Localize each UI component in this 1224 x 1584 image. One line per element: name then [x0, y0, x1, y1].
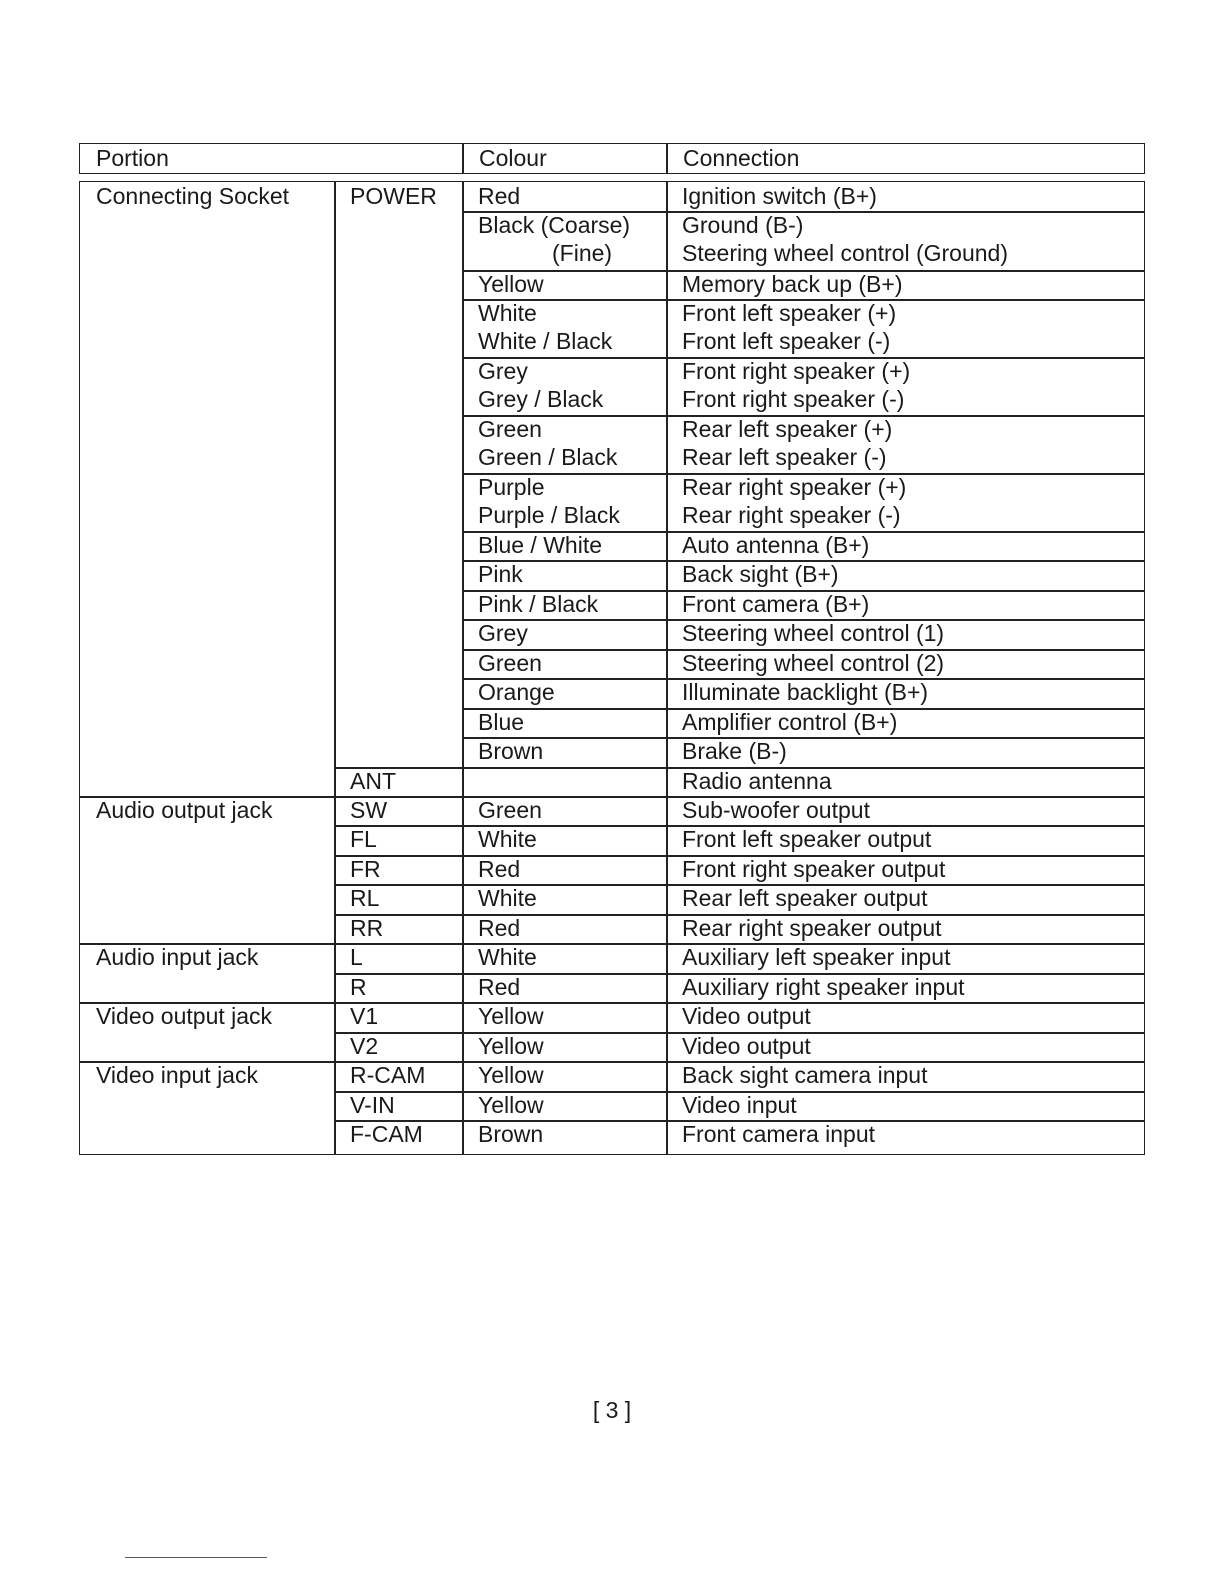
colour-cell: Green / Black: [478, 444, 618, 470]
colour-cell: White: [478, 885, 537, 911]
connection-cell: Ground (B-): [682, 212, 804, 238]
colour-cell: Green: [478, 416, 542, 442]
socket-label: RL: [350, 885, 380, 911]
portion-label: Video input jack: [96, 1062, 258, 1088]
connection-cell: Front camera input: [682, 1121, 876, 1147]
header-divider: [666, 144, 668, 173]
connection-cell: Illuminate backlight (B+): [682, 679, 929, 705]
connection-cell: Front left speaker output: [682, 826, 932, 852]
connection-cell: Front right speaker (+): [682, 358, 911, 384]
socket-label: F-CAM: [350, 1121, 423, 1147]
colour-cell: Grey: [478, 358, 528, 384]
portion-label: Connecting Socket: [96, 183, 290, 209]
connection-cell: Rear right speaker (-): [682, 502, 901, 528]
colour-cell: Yellow: [478, 1092, 544, 1118]
connection-cell: Brake (B-): [682, 738, 787, 764]
portion-label: Audio input jack: [96, 944, 259, 970]
connection-cell: Video output: [682, 1003, 811, 1029]
page-number: [ 3 ]: [592, 1397, 632, 1423]
column-divider: [462, 182, 464, 1154]
connection-cell: Rear left speaker (+): [682, 416, 893, 442]
colour-cell: Brown: [478, 1121, 544, 1147]
connection-cell: Rear right speaker (+): [682, 474, 907, 500]
colour-cell: Orange: [478, 679, 555, 705]
colour-cell: Yellow: [478, 1033, 544, 1059]
row-separator: [462, 1091, 1144, 1093]
colour-cell: Red: [478, 856, 521, 882]
colour-cell: Purple / Black: [478, 502, 620, 528]
connection-cell: Video input: [682, 1092, 797, 1118]
socket-label: FL: [350, 826, 377, 852]
colour-cell: Green: [478, 650, 542, 676]
colour-cell: Pink / Black: [478, 591, 599, 617]
connection-cell: Memory back up (B+): [682, 271, 903, 297]
colour-cell: Blue / White: [478, 532, 602, 558]
colour-cell: Red: [478, 183, 521, 209]
connection-cell: Steering wheel control (Ground): [682, 240, 1008, 266]
socket-label: L: [350, 944, 363, 970]
colour-cell: White: [478, 826, 537, 852]
connection-cell: Radio antenna: [682, 768, 832, 794]
column-divider: [334, 182, 336, 1154]
connection-cell: Back sight (B+): [682, 561, 839, 587]
portion-label: Audio output jack: [96, 797, 273, 823]
connection-cell: Sub-woofer output: [682, 797, 870, 823]
colour-cell: Purple: [478, 474, 545, 500]
connection-cell: Front right speaker (-): [682, 386, 905, 412]
connection-cell: Steering wheel control (1): [682, 620, 945, 646]
connection-cell: Amplifier control (B+): [682, 709, 898, 735]
connection-cell: Auto antenna (B+): [682, 532, 870, 558]
colour-cell: Grey / Black: [478, 386, 604, 412]
connection-cell: Rear left speaker output: [682, 885, 928, 911]
connection-cell: Front camera (B+): [682, 591, 870, 617]
colour-cell: Yellow: [478, 1062, 544, 1088]
colour-cell: Blue: [478, 709, 525, 735]
connection-cell: Rear right speaker output: [682, 915, 942, 941]
socket-label: POWER: [350, 183, 437, 209]
colour-cell: Red: [478, 974, 521, 1000]
colour-cell: Black (Coarse): [478, 212, 631, 238]
colour-cell: Red: [478, 915, 521, 941]
row-separator: [462, 737, 1144, 739]
connection-cell: Front right speaker output: [682, 856, 946, 882]
socket-label: ANT: [350, 768, 396, 794]
colour-cell: Yellow: [478, 1003, 544, 1029]
header-divider: [462, 144, 464, 173]
colour-cell: Brown: [478, 738, 544, 764]
socket-label: RR: [350, 915, 384, 941]
connection-cell: Front left speaker (-): [682, 328, 891, 354]
socket-label: R-CAM: [350, 1062, 426, 1088]
socket-label: FR: [350, 856, 381, 882]
portion-label: Video output jack: [96, 1003, 273, 1029]
connection-cell: Auxiliary left speaker input: [682, 944, 951, 970]
connection-cell: Back sight camera input: [682, 1062, 928, 1088]
connection-cell: Ignition switch (B+): [682, 183, 877, 209]
wiring-table: [79, 181, 1145, 1155]
header-connection: Connection: [683, 145, 800, 171]
socket-label: SW: [350, 797, 388, 823]
colour-cell: Grey: [478, 620, 528, 646]
connection-cell: Rear left speaker (-): [682, 444, 887, 470]
footer-rule: [125, 1557, 267, 1558]
colour-cell: White: [478, 944, 537, 970]
colour-cell: White: [478, 300, 537, 326]
header-table: [79, 143, 1145, 174]
connection-cell: Video output: [682, 1033, 811, 1059]
column-divider: [666, 182, 668, 1154]
colour-cell: Green: [478, 797, 542, 823]
connection-cell: Steering wheel control (2): [682, 650, 945, 676]
header-colour: Colour: [479, 145, 547, 171]
colour-cell: Yellow: [478, 271, 544, 297]
socket-label: R: [350, 974, 367, 1000]
socket-label: V2: [350, 1033, 379, 1059]
colour-cell: White / Black: [478, 328, 613, 354]
connection-cell: Front left speaker (+): [682, 300, 897, 326]
socket-label: V-IN: [350, 1092, 395, 1118]
colour-cell: (Fine): [552, 240, 613, 266]
socket-label: V1: [350, 1003, 379, 1029]
header-portion: Portion: [96, 145, 169, 171]
connection-cell: Auxiliary right speaker input: [682, 974, 965, 1000]
colour-cell: Pink: [478, 561, 523, 587]
